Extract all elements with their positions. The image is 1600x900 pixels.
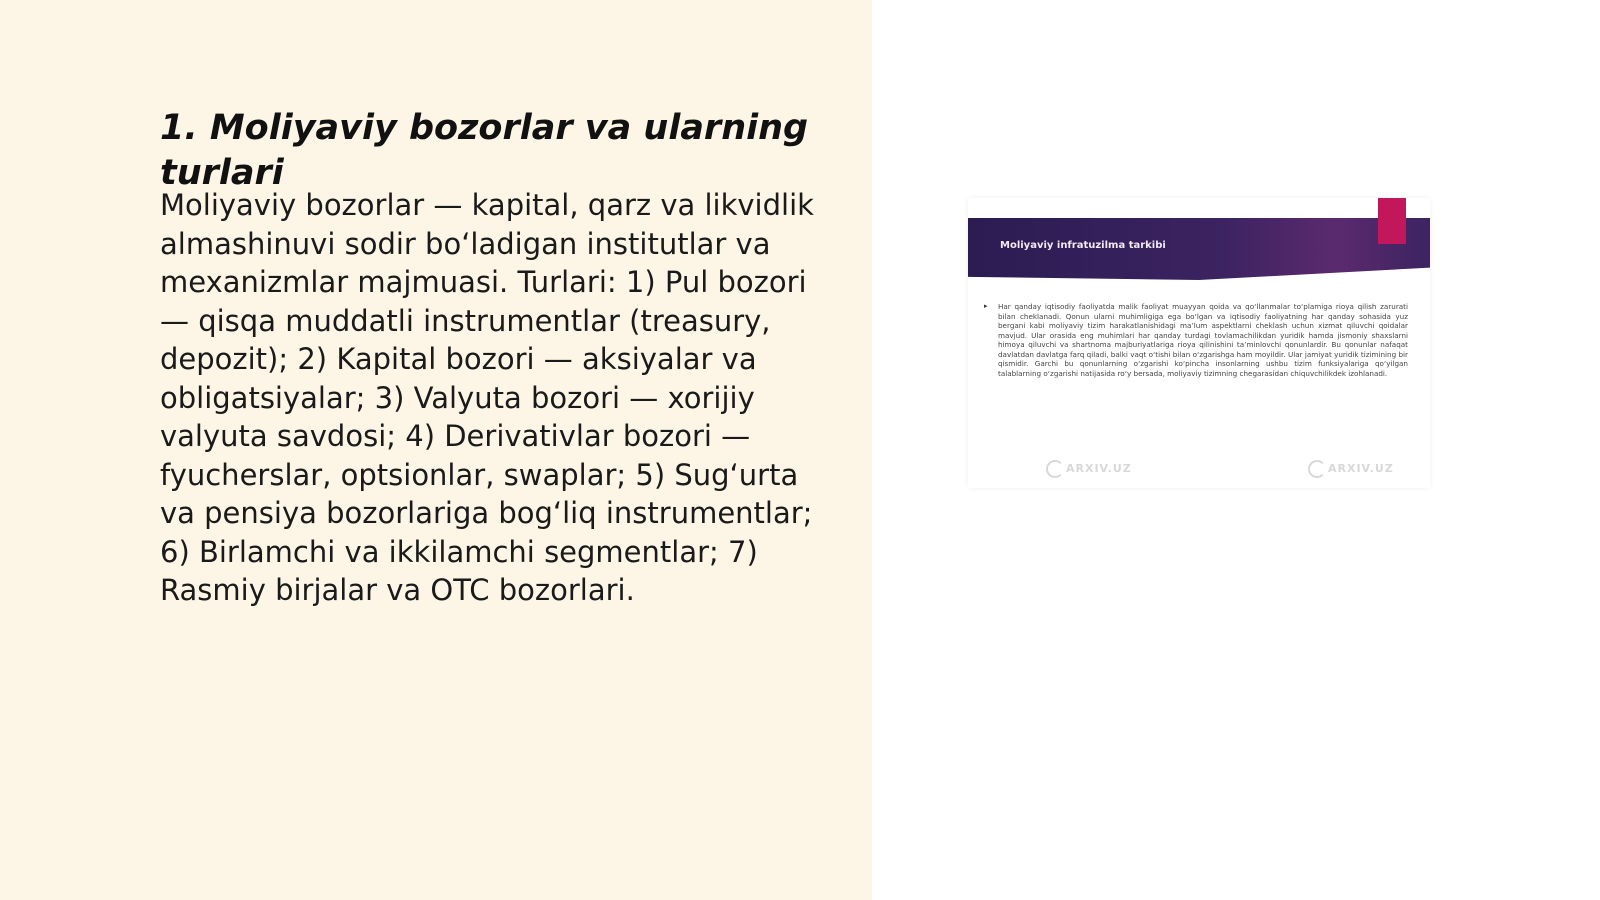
watermark-left xyxy=(1046,460,1132,478)
slide-thumbnail-image xyxy=(968,198,1430,488)
thumbnail-accent-bar xyxy=(1378,198,1406,244)
watermark-left-text: ARXIV.UZ xyxy=(1066,462,1132,475)
slide-body-text: Moliyaviy bozorlar — kapital, qarz va likvidlik almashinuvi sodir bo‘ladigan institutlar va mexanizmlar majmuasi. Turlari: 1) Pul bozori — qisqa muddatli instrumentlar (treasury, depozit); 2) Kapital bozori — aksiyalar va obligatsiyalar; 3) Valyuta bozori — xorijiy valyuta savdosi; 4) Derivativlar bozori — fyucherslar, optsionlar, swaplar; 5) Sug‘urta va pensiya bozorlariga bog‘liq instrumentlar; 6) Birlamchi va ikkilamchi segmentlar; 7) Rasmiy birjalar va OTC bozorlari. xyxy=(160,188,814,607)
watermark-logo-icon xyxy=(1046,460,1064,478)
thumbnail-title: Moliyaviy infratuzilma tarkibi xyxy=(1000,240,1166,251)
watermark-right-text: ARXIV.UZ xyxy=(1328,462,1394,475)
watermark-right xyxy=(1308,460,1394,478)
watermark-logo-icon xyxy=(1308,460,1326,478)
thumbnail-body-text: Har qanday iqtisodiy faoliyatda malik faoliyat muayyan qoida va qo‘llanmalar to‘plamiga rioya qilish zarurati bilan cheklanadi. Qonun ularni muhimligiga ega bo‘lgan va iqtisodiy faoliyatning har qanday sohasida yuz bergani kabi moliyaviy tizim harakatlanishidagi ma’lum aspektlarni cheklash uchun xizmat qiluvchi qoidalar mavjud. Ular orasida eng muhimlari har qanday turdagi tovlamachilikdan yuridik hamda jismoniy shaxslarni himoya qiluvchi va shartnoma majburiyatlariga rioya qilinishini ta’minlovchi qonunlardir. Bu qonunlar nafaqat davlatdan davlatga farq qiladi, balki vaqt o‘tishi bilan o‘zgarishga ham moyildir. Ular jamiyat yuridik tizimining bir qismidir. Garchi bu qonunlarning o‘zgarishi ko‘pincha insonlarning ushbu tizim funksiyalariga qo‘yilgan talablarning o‘zgarishi natijasida ro‘y bersada, moliyaviy tizimning chegarasidan chiquvchilikdek izohlanadi. xyxy=(998,302,1408,378)
triangle-bullet-icon: ▸ xyxy=(984,302,988,310)
slide-title: 1. Moliyaviy bozorlar va ularning turlari xyxy=(160,108,809,193)
